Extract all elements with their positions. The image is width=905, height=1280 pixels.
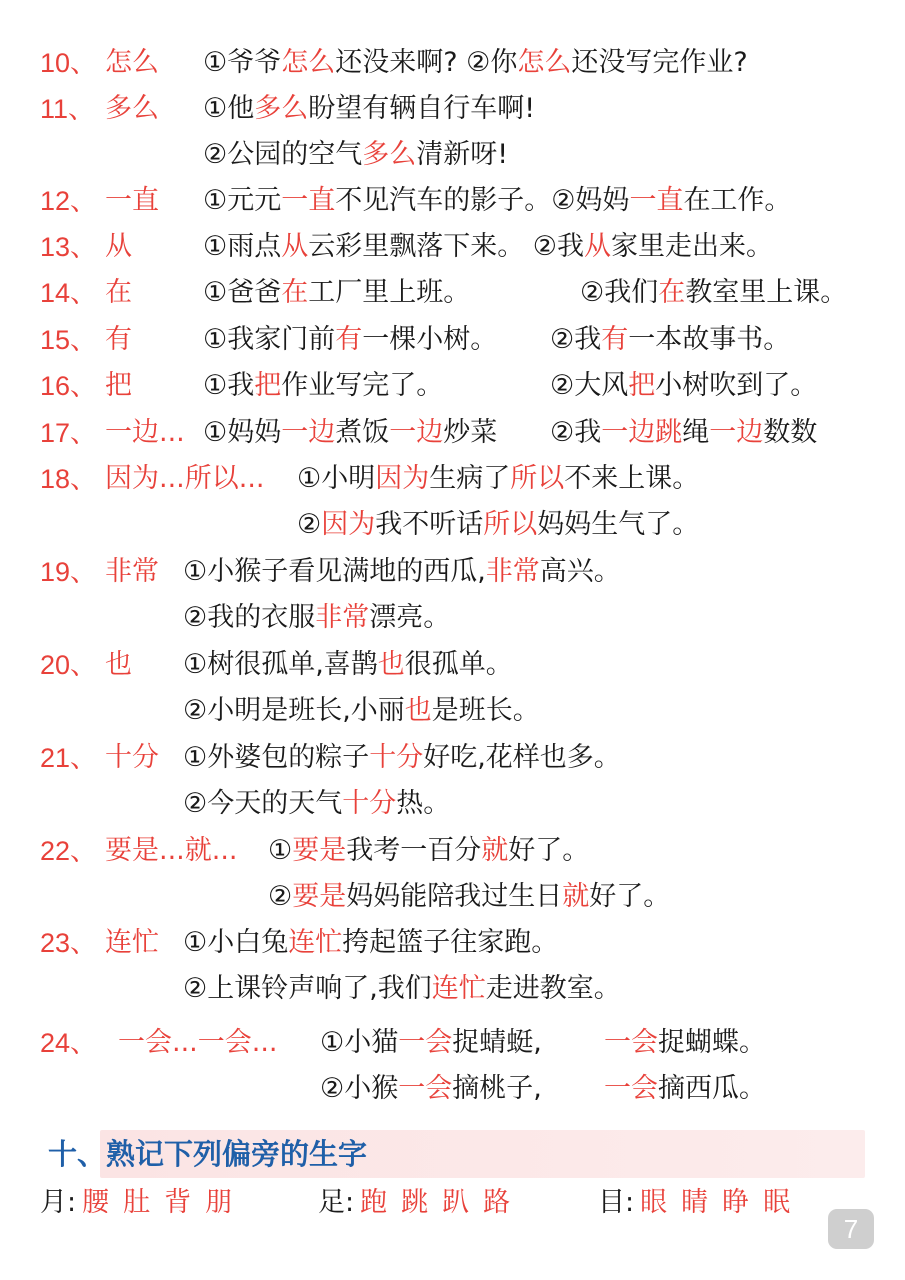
highlighted-word: 十分 [369, 742, 424, 773]
highlighted-word: 要是 [292, 881, 347, 912]
radical-label: 目: [598, 1187, 635, 1218]
example-sentence [0, 874, 905, 920]
sentence-segment: 绳 [682, 417, 710, 448]
sentence-segment: ①小白兔 [183, 927, 289, 958]
highlighted-word: 一会 [604, 1027, 658, 1058]
entry-word: 一直 [105, 185, 159, 216]
highlighted-word: 非常 [485, 556, 540, 587]
entry-word: 十分 [105, 742, 159, 773]
sentence-segment: ②小猴 [320, 1073, 399, 1104]
sentence-segment: 清新呀! [416, 139, 509, 170]
sentence-segment: ② [268, 881, 293, 912]
sentence-text [203, 132, 508, 178]
sentence-segment: ①我家门前 [203, 324, 336, 355]
sentence-segment: ① [268, 835, 293, 866]
highlighted-word: 连忙 [431, 973, 486, 1004]
sentence-segment: 漂亮。 [369, 602, 451, 633]
highlighted-word: 十分 [342, 788, 397, 819]
sentence-segment: 一本故事书。 [628, 324, 791, 355]
sentence-text [297, 456, 699, 502]
highlighted-word: 从 [281, 231, 309, 262]
sentence-segment: ②今天的天气 [183, 788, 343, 819]
sentence-segment: 好了。 [589, 881, 671, 912]
highlighted-word: 把 [254, 370, 282, 401]
sentence-text [550, 363, 817, 409]
sentence-text [550, 410, 817, 456]
sentence-segment: ②我的衣服 [183, 602, 316, 633]
example-sentence [0, 549, 905, 595]
sentence-segment: 我考一百分 [346, 835, 482, 866]
radical-group-foot [318, 1180, 524, 1226]
sentence-segment: 云彩里飘落下来。 ②我 [308, 231, 585, 262]
highlighted-word: 也 [404, 695, 432, 726]
entry-number: 19、 [40, 557, 98, 587]
entry-number: 15、 [40, 325, 98, 355]
sentence-segment: 妈妈生气了。 [537, 509, 700, 540]
sentence-text [183, 642, 513, 688]
entry-number: 22、 [40, 836, 98, 866]
highlighted-word: 连忙 [288, 927, 343, 958]
sentence-text [604, 1066, 766, 1112]
radical-label: 足: [318, 1187, 355, 1218]
entry-word: 非常 [105, 556, 159, 587]
sentence-text [183, 595, 450, 641]
sentence-text [268, 874, 670, 920]
sentence-segment: ②我们 [580, 277, 659, 308]
sentence-text [183, 920, 558, 966]
sentence-text [550, 317, 790, 363]
sentence-segment: ①雨点 [203, 231, 282, 262]
sentence-segment: 一棵小树。 [362, 324, 498, 355]
sentence-segment: 家里走出来。 [611, 231, 774, 262]
example-sentence [0, 363, 905, 409]
section-heading: 十、熟记下列偏旁的生字 [48, 1137, 368, 1171]
sentence-segment: 煮饭 [335, 417, 390, 448]
sentence-text [604, 1020, 766, 1066]
highlighted-word: 一会 [398, 1027, 453, 1058]
sentence-text [203, 86, 535, 132]
page-number-badge: 7 [828, 1209, 874, 1249]
sentence-segment: ①妈妈 [203, 417, 282, 448]
example-sentence [0, 86, 905, 132]
sentence-segment: 教室里上课。 [685, 277, 848, 308]
example-sentence [0, 966, 905, 1012]
sentence-text [268, 828, 589, 874]
highlighted-word: 把 [628, 370, 656, 401]
highlighted-word: 有 [335, 324, 363, 355]
sentence-segment: ②大风 [550, 370, 629, 401]
highlighted-word: 在 [658, 277, 686, 308]
entry-word: 在 [105, 277, 132, 308]
entry-word: 从 [105, 231, 132, 262]
example-sentence [0, 502, 905, 548]
entry-word: 多么 [105, 93, 159, 124]
highlighted-word: 一边 [389, 417, 444, 448]
example-sentence [0, 410, 905, 456]
entry-number: 21、 [40, 743, 98, 773]
sentence-segment: ①小明 [297, 463, 376, 494]
highlighted-word: 因为 [375, 463, 430, 494]
sentence-segment: 还没写完作业? [571, 47, 748, 78]
entry-word: 把 [105, 370, 132, 401]
sentence-segment: 妈妈能陪我过生日 [346, 881, 563, 912]
sentence-segment: 挎起篮子往家跑。 [342, 927, 559, 958]
example-sentence [0, 595, 905, 641]
sentence-segment: 工厂里上班。 [308, 277, 471, 308]
highlighted-word: 一会 [398, 1073, 453, 1104]
entry-word: 也 [105, 649, 132, 680]
entry-number: 17、 [40, 418, 98, 448]
sentence-segment: 很孤单。 [404, 649, 513, 680]
sentence-text [183, 688, 540, 734]
sentence-segment: 我不听话 [375, 509, 484, 540]
sentence-text [580, 270, 847, 316]
sentence-segment: ②我 [550, 324, 602, 355]
entry-word: 连忙 [105, 927, 159, 958]
example-sentence [0, 40, 905, 86]
sentence-segment: ①我 [203, 370, 255, 401]
sentence-text [183, 735, 621, 781]
sentence-segment: 走进教室。 [485, 973, 621, 1004]
highlighted-word: 一直 [629, 185, 684, 216]
highlighted-word: 一边跳 [601, 417, 683, 448]
sentence-segment: 摘西瓜。 [658, 1073, 766, 1104]
sentence-segment: 在工作。 [683, 185, 792, 216]
example-sentence [0, 1066, 905, 1112]
highlighted-word: 也 [377, 649, 405, 680]
sentence-text [297, 502, 699, 548]
sentence-segment: 盼望有辆自行车啊! [308, 93, 536, 124]
radical-chars: 跑跳趴路 [360, 1187, 525, 1218]
sentence-segment: 不见汽车的影子。②妈妈 [335, 185, 630, 216]
highlighted-word: 怎么 [517, 47, 572, 78]
entry-number: 10、 [40, 48, 98, 78]
entry-number: 12、 [40, 186, 98, 216]
entry-number: 13、 [40, 232, 98, 262]
sentence-segment: 好吃,花样也多。 [423, 742, 621, 773]
highlighted-word: 非常 [315, 602, 370, 633]
entry-number: 24、 [40, 1028, 98, 1058]
sentence-segment: 热。 [396, 788, 451, 819]
highlighted-word: 怎么 [281, 47, 336, 78]
highlighted-word: 一会 [604, 1073, 658, 1104]
sentence-text [183, 966, 621, 1012]
sentence-segment: 捉蝴蝶。 [658, 1027, 766, 1058]
highlighted-word: 有 [601, 324, 629, 355]
highlighted-word: 就 [562, 881, 590, 912]
example-sentence [0, 688, 905, 734]
highlighted-word: 在 [281, 277, 309, 308]
sentence-segment: ①小猫 [320, 1027, 399, 1058]
highlighted-word: 就 [481, 835, 509, 866]
highlighted-word: 因为 [321, 509, 376, 540]
sentence-text [203, 224, 773, 270]
entry-number: 18、 [40, 464, 98, 494]
highlighted-word: 多么 [362, 139, 417, 170]
radical-group-eye [598, 1180, 804, 1226]
example-sentence [0, 224, 905, 270]
example-sentence [0, 781, 905, 827]
highlighted-word: 一边 [709, 417, 764, 448]
example-sentence [0, 456, 905, 502]
highlighted-word: 所以 [483, 509, 538, 540]
sentence-segment: 好了。 [508, 835, 590, 866]
sentence-segment: ①小猴子看见满地的西瓜, [183, 556, 486, 587]
highlighted-word: 所以 [510, 463, 565, 494]
sentence-segment: 是班长。 [431, 695, 540, 726]
sentence-text [183, 549, 621, 595]
highlighted-word: 多么 [254, 93, 309, 124]
entry-number: 11、 [40, 94, 96, 124]
sentence-segment: ①外婆包的粽子 [183, 742, 370, 773]
example-sentence [0, 828, 905, 874]
sentence-segment: ①他 [203, 93, 255, 124]
example-sentence [0, 270, 905, 316]
sentence-segment: ①元元 [203, 185, 282, 216]
example-sentence [0, 920, 905, 966]
example-sentence [0, 317, 905, 363]
entry-word: 因为...所以... [105, 463, 265, 494]
highlighted-word: 要是 [292, 835, 347, 866]
sentence-text [203, 178, 791, 224]
sentence-segment: 还没来啊? ②你 [335, 47, 518, 78]
sentence-segment: 生病了 [429, 463, 511, 494]
sentence-text [203, 40, 748, 86]
entry-word: 一会...一会... [118, 1027, 278, 1058]
radical-label: 月: [40, 1187, 77, 1218]
example-sentence [0, 1020, 905, 1066]
sentence-segment: ②我 [550, 417, 602, 448]
radical-chars: 眼睛睁眠 [640, 1187, 805, 1218]
example-sentence [0, 735, 905, 781]
sentence-segment: 摘桃子, [452, 1073, 542, 1104]
sentence-segment: ②上课铃声响了,我们 [183, 973, 432, 1004]
radical-chars: 腰肚背朋 [82, 1187, 247, 1218]
entry-number: 20、 [40, 650, 98, 680]
entry-number: 23、 [40, 928, 98, 958]
sentence-segment: 作业写完了。 [281, 370, 444, 401]
sentence-segment: 高兴。 [539, 556, 621, 587]
sentence-segment: ②小明是班长,小丽 [183, 695, 405, 726]
example-sentence [0, 132, 905, 178]
highlighted-word: 一直 [281, 185, 336, 216]
sentence-segment: 炒菜 [443, 417, 498, 448]
sentence-segment: ②公园的空气 [203, 139, 363, 170]
entry-number: 14、 [40, 278, 98, 308]
example-sentence [0, 642, 905, 688]
sentence-text [183, 781, 450, 827]
sentence-segment: 数数 [763, 417, 818, 448]
sentence-segment: ①爸爸 [203, 277, 282, 308]
highlighted-word: 从 [584, 231, 612, 262]
sentence-segment: ①爷爷 [203, 47, 282, 78]
radical-group-moon [40, 1180, 246, 1226]
entry-word: 要是...就... [105, 835, 238, 866]
entry-number: 16、 [40, 371, 98, 401]
entry-word: 一边... [105, 417, 185, 448]
sentence-segment: ② [297, 509, 322, 540]
sentence-segment: 捉蜻蜓, [452, 1027, 542, 1058]
highlighted-word: 一边 [281, 417, 336, 448]
sentence-segment: 小树吹到了。 [655, 370, 818, 401]
example-sentence [0, 178, 905, 224]
sentence-segment: ①树很孤单,喜鹊 [183, 649, 378, 680]
entry-word: 怎么 [105, 47, 159, 78]
sentence-segment: 不来上课。 [564, 463, 700, 494]
entry-word: 有 [105, 324, 132, 355]
